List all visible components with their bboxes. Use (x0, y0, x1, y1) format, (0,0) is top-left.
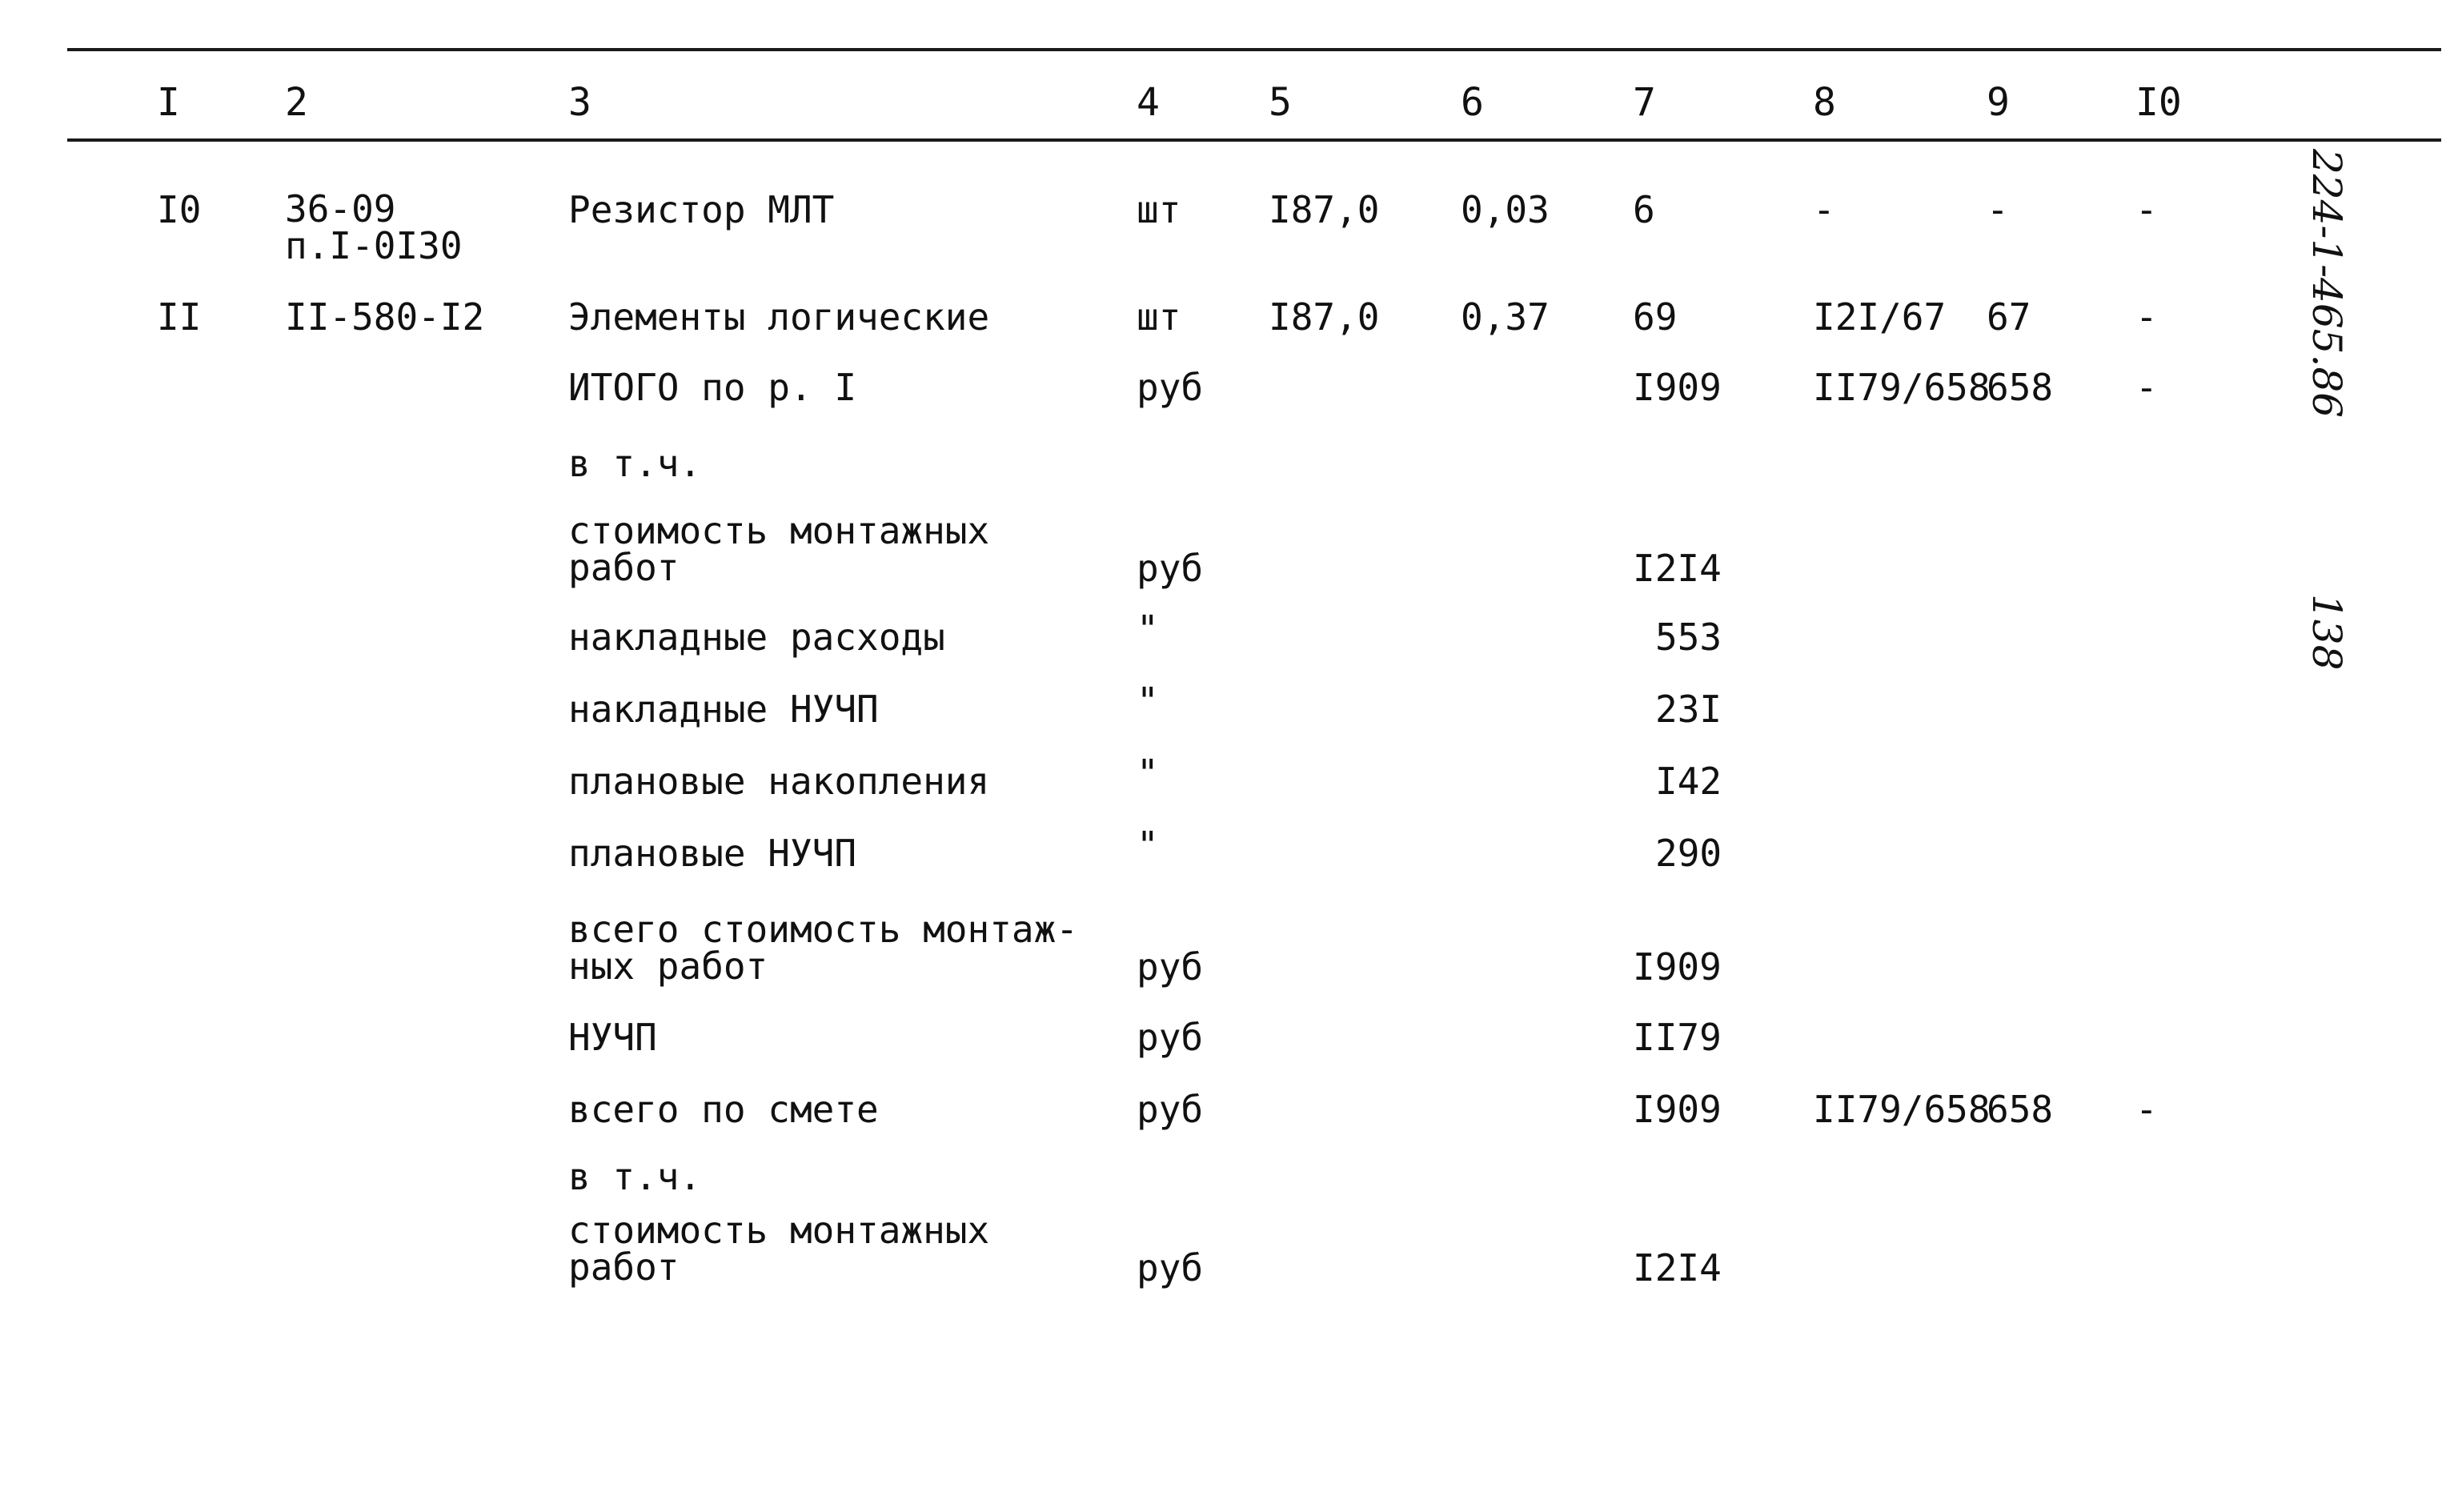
row-unit: руб (1137, 1246, 1204, 1289)
col-header-10: I0 (2135, 80, 2182, 125)
row-col7: 6 (1633, 188, 1655, 231)
row-col7: I909 (1633, 1088, 1722, 1131)
row-unit: шт (1137, 188, 1181, 231)
row-col8: - (1813, 188, 1835, 231)
row-name: Резистор МЛТ (568, 188, 835, 231)
top-rule (67, 48, 2441, 51)
row-name: стоимость монтажных работ (568, 509, 990, 589)
row-col6: 0,03 (1461, 188, 1550, 231)
row-col10: - (2135, 366, 2158, 409)
row-name: Элементы логические (568, 295, 990, 339)
col-header-9: 9 (1987, 80, 2010, 125)
row-col7: 69 (1633, 295, 1678, 339)
row-name: всего по смете (568, 1088, 879, 1131)
row-code: 36-09 п.I-0I30 (285, 187, 463, 267)
row-col7: I909 (1633, 366, 1722, 409)
row-col7: 553 (1655, 616, 1722, 659)
col-header-7: 7 (1633, 80, 1656, 125)
row-col5: I87,0 (1269, 295, 1380, 339)
row-col7: II79 (1633, 1016, 1722, 1059)
document-code: 224-1-465.86 (2304, 149, 2350, 418)
row-col7: I2I4 (1633, 1246, 1722, 1289)
row-name: НУЧП (568, 1016, 657, 1059)
row-name: в т.ч. (568, 442, 702, 485)
row-col8: I2I/67 (1813, 295, 1947, 339)
row-number: I0 (157, 188, 202, 231)
row-name: плановые накопления (568, 760, 990, 803)
row-col9: - (1987, 188, 2009, 231)
row-col5: I87,0 (1269, 188, 1380, 231)
row-name: в т.ч. (568, 1155, 702, 1198)
row-col10: - (2135, 295, 2158, 339)
row-unit: руб (1137, 366, 1204, 409)
row-col9: 658 (1987, 366, 2054, 409)
row-col7: I42 (1655, 760, 1722, 803)
row-code: II-580-I2 (285, 295, 485, 339)
row-unit: " (1137, 680, 1159, 723)
col-header-6: 6 (1461, 80, 1484, 125)
row-number: II (157, 295, 202, 339)
row-name: плановые НУЧП (568, 832, 857, 875)
row-col9: 67 (1987, 295, 2031, 339)
row-col10: - (2135, 188, 2158, 231)
row-name: накладные расходы (568, 616, 945, 659)
row-unit: руб (1137, 945, 1204, 989)
col-header-2: 2 (285, 80, 308, 125)
row-name: стоимость монтажных работ (568, 1209, 990, 1289)
row-col7: 290 (1655, 832, 1722, 875)
row-unit: шт (1137, 295, 1181, 339)
row-name: ИТОГО по р. I (568, 366, 857, 409)
row-unit: " (1137, 824, 1159, 867)
page-number: 138 (2304, 594, 2350, 671)
row-name: всего стоимость монтаж- ных работ (568, 908, 1078, 988)
row-col8: II79/658 (1813, 366, 1991, 409)
row-unit: руб (1137, 547, 1204, 590)
col-header-4: 4 (1137, 80, 1160, 125)
row-col8: II79/658 (1813, 1088, 1991, 1131)
row-unit: " (1137, 752, 1159, 795)
row-name: накладные НУЧП (568, 688, 879, 731)
row-unit: руб (1137, 1088, 1204, 1131)
col-header-1: I (157, 80, 180, 125)
row-col7: I909 (1633, 945, 1722, 989)
row-col10: - (2135, 1088, 2158, 1131)
row-col6: 0,37 (1461, 295, 1550, 339)
col-header-3: 3 (568, 80, 591, 125)
row-col7: 23I (1655, 688, 1722, 731)
row-unit: " (1137, 608, 1159, 651)
row-col7: I2I4 (1633, 547, 1722, 590)
col-header-5: 5 (1269, 80, 1292, 125)
col-header-8: 8 (1813, 80, 1836, 125)
header-rule (67, 138, 2441, 142)
row-col9: 658 (1987, 1088, 2054, 1131)
row-unit: руб (1137, 1016, 1204, 1059)
